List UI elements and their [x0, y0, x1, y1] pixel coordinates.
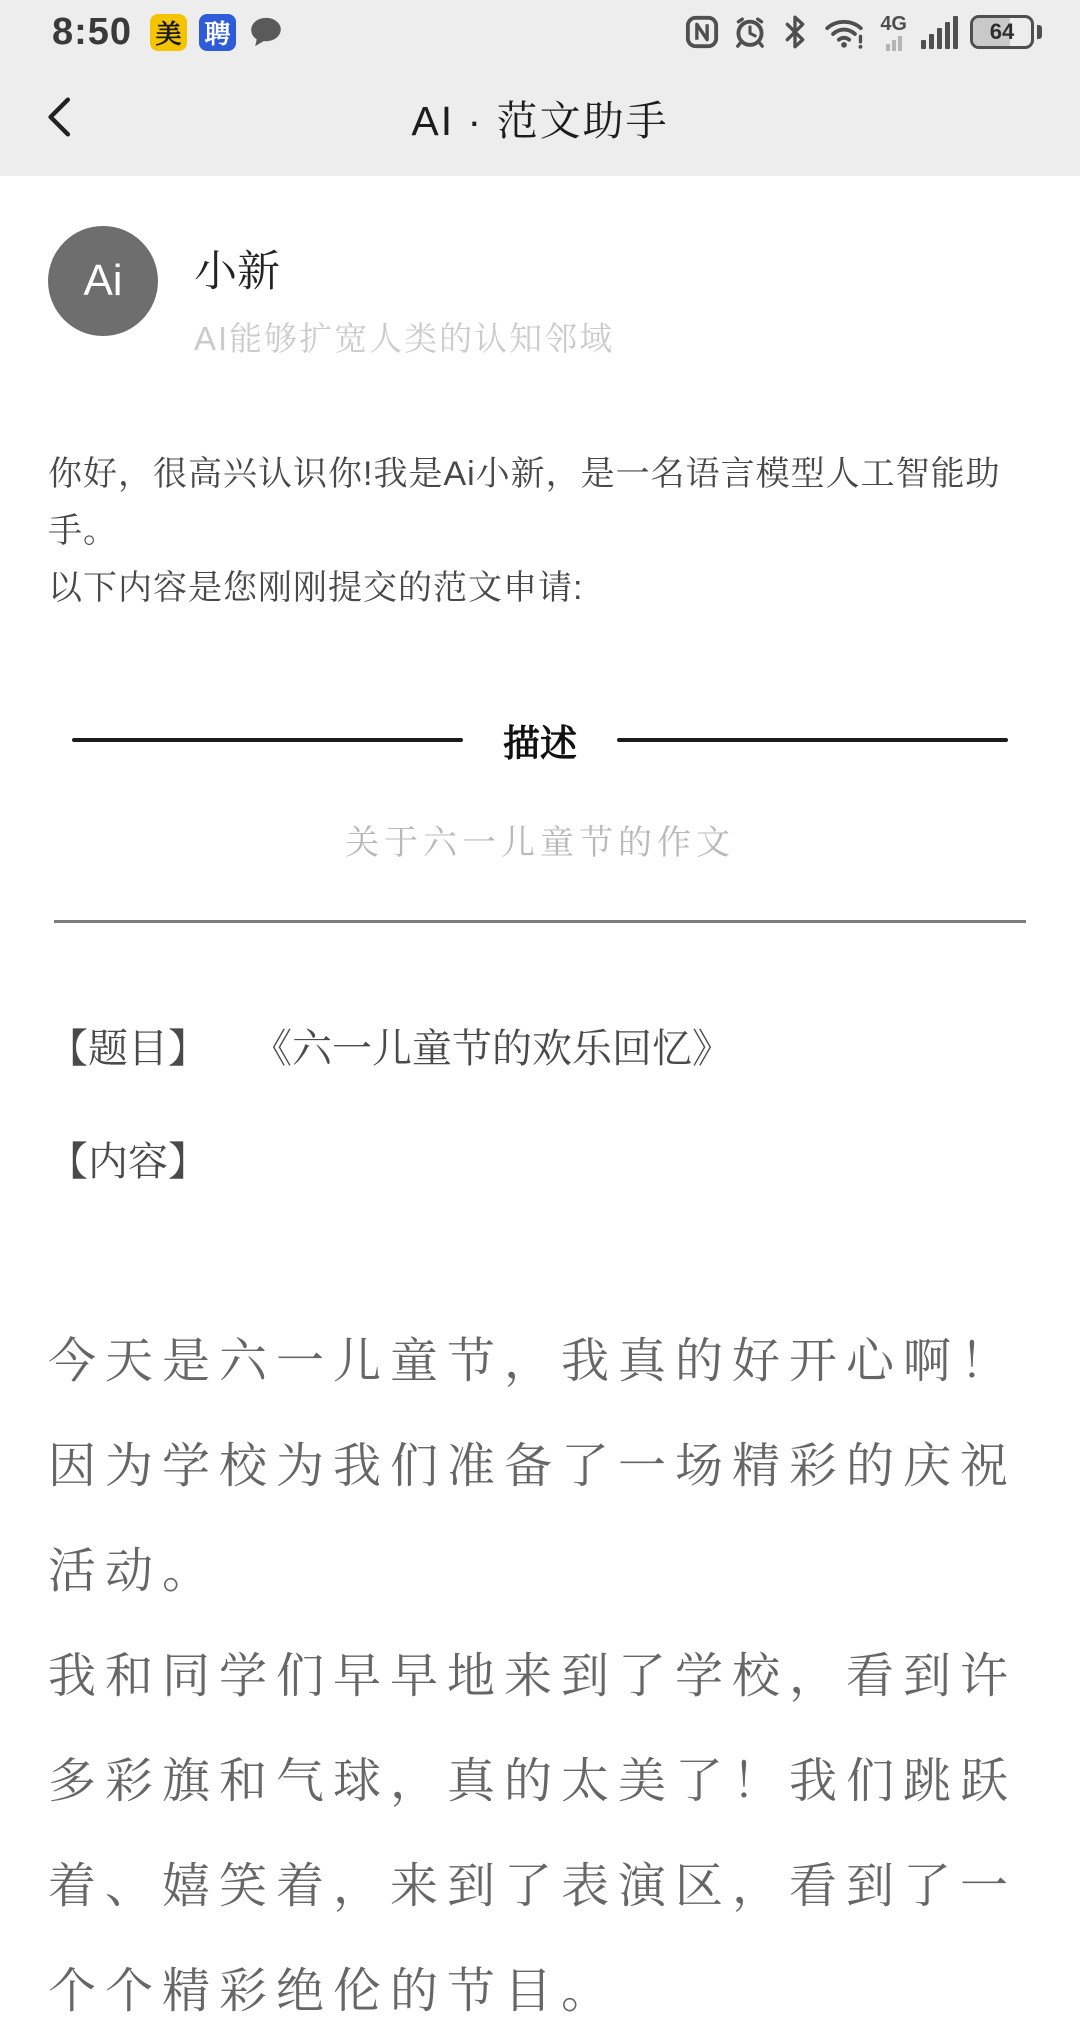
status-bar	[0, 0, 1080, 58]
assistant-profile	[48, 226, 1032, 360]
signal-bars-icon	[921, 15, 958, 49]
greeting-line: 你好，很高兴认识你!我是Ai小新，是一名语言模型人工智能助手。	[48, 455, 1001, 550]
essay-paragraph: 我和同学们早早地来到了学校，看到许多彩旗和气球，真的太美了！我们跳跃着、嬉笑着，来到了表演区，看到了一个个精彩绝伦的节目。	[48, 1650, 1018, 2018]
network-type-indicator	[880, 14, 907, 51]
secondary-signal-icon	[886, 36, 902, 51]
avatar: Ai	[48, 226, 158, 336]
request-description: 关于六一儿童节的作文	[345, 824, 735, 862]
status-bar-left	[52, 11, 284, 54]
nav-header	[0, 58, 1080, 176]
meituan-app-badge-icon: 美	[150, 14, 187, 51]
bluetooth-icon	[780, 14, 810, 50]
top-bar	[0, 0, 1080, 176]
zhipin-app-badge-icon: 聘	[199, 14, 236, 51]
divider-line-right	[617, 738, 1008, 742]
essay-title-row	[48, 1017, 1032, 1074]
essay-title: 《六一儿童节的欢乐回忆》	[252, 1027, 732, 1071]
wifi-icon	[822, 14, 866, 50]
assistant-name: 小新	[194, 248, 280, 296]
essay-title-label: 【题目】	[48, 1027, 208, 1071]
battery-icon	[970, 15, 1042, 49]
back-button[interactable]	[30, 87, 90, 147]
battery-percent: 64	[989, 19, 1015, 44]
greeting-line: 以下内容是您刚刚提交的范文申请:	[48, 569, 584, 607]
alarm-icon	[732, 14, 768, 50]
divider-line-left	[72, 738, 463, 742]
chevron-left-icon	[40, 95, 80, 139]
horizontal-rule	[54, 920, 1026, 923]
chat-bubble-icon	[248, 14, 284, 50]
nfc-icon	[684, 14, 720, 50]
essay-body	[48, 1309, 1032, 2044]
clock-time: 8:50	[52, 10, 133, 53]
essay-paragraph: 今天是六一儿童节，我真的好开心啊！因为学校为我们准备了一场精彩的庆祝活动。	[48, 1335, 1018, 1598]
description-divider	[72, 713, 1008, 767]
greeting-message	[48, 446, 1032, 617]
assistant-tagline: AI能够扩宽人类的认知邻域	[194, 320, 615, 357]
description-section-label: 描述	[503, 723, 577, 764]
status-bar-right	[684, 14, 1042, 51]
page-title: AI · 范文助手	[411, 97, 669, 144]
network-type-label: 4G	[880, 12, 907, 35]
chat-scroll-area[interactable]	[0, 226, 1080, 2044]
essay-content-label: 【内容】	[48, 1140, 208, 1184]
